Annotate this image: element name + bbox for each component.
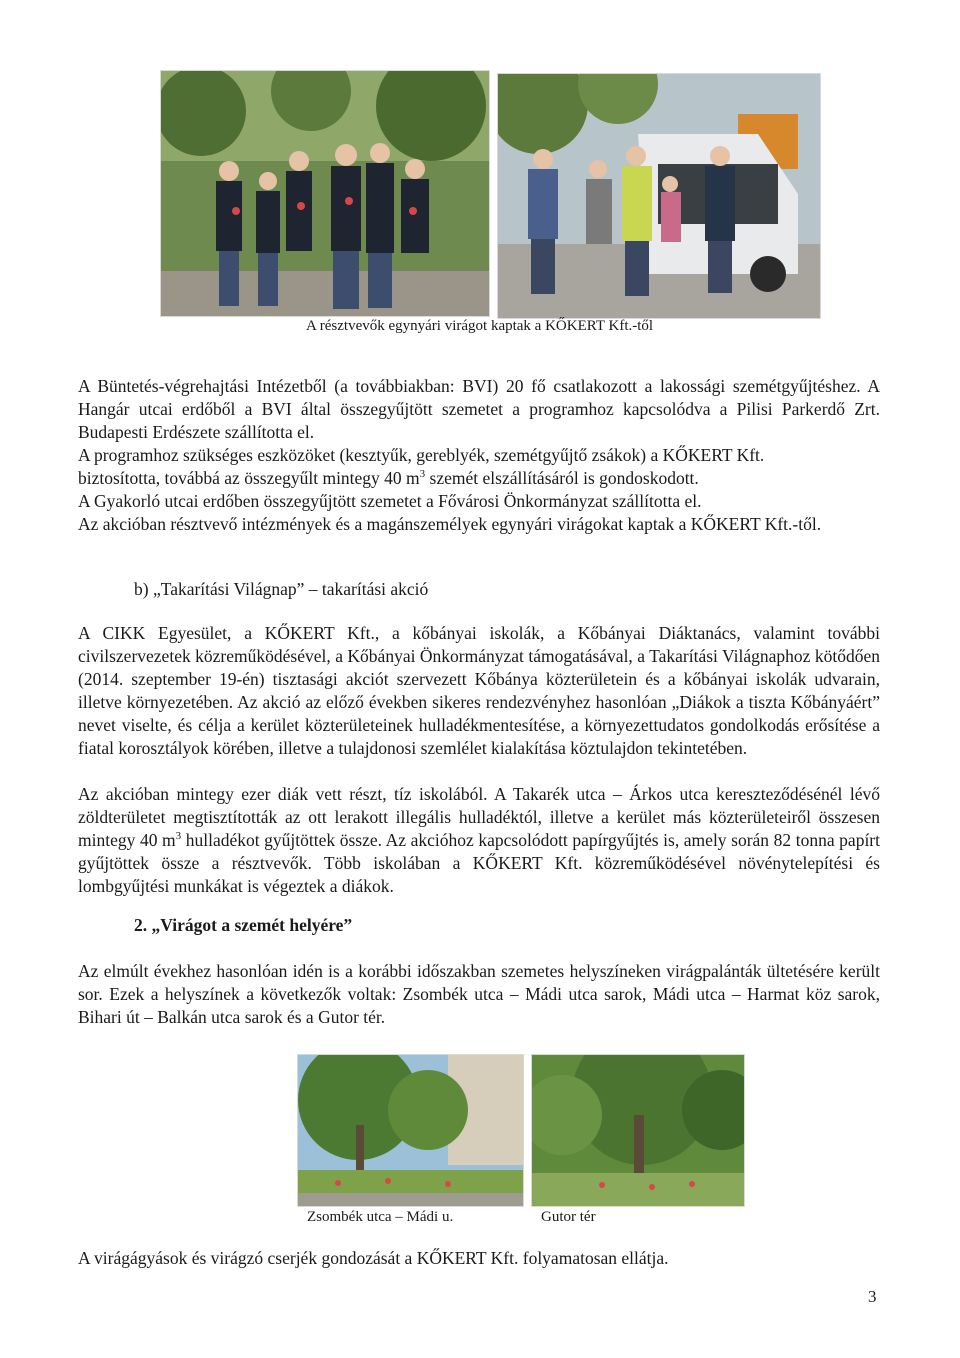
caption-gutor: Gutor tér — [541, 1209, 596, 1225]
photo-participants-car — [497, 73, 821, 319]
paragraph-virag: Az elmúlt évekhez hasonlóan idén is a korábbi időszakban szemetes helyszíneken virágpalánták ültetésére került sor. Ezek a helyszínek a következők voltak: Zsombék utca – Mádi utca sarok, Mádi utca – Harmat köz sarok, Bihari út – Balkán utca sarok és a Gutor tér. — [78, 961, 880, 1027]
paragraph-diak — [78, 783, 880, 898]
photo-participants-group — [160, 70, 490, 317]
paragraph-final: A virágágyások és virágzó cserjék gondozását a KŐKERT Kft. folyamatosan ellátja. — [78, 1248, 669, 1268]
photo-zsombek-street — [297, 1054, 524, 1207]
cubic-superscript-2: 3 — [175, 830, 182, 843]
tools-text-after: szemét elszállításáról is gondoskodott. — [425, 468, 699, 488]
paragraph-cikk: A CIKK Egyesület, a KŐKERT Kft., a kőbányai iskolák, a Kőbányai Diáktanács, valamint további civilszervezetek közreműködésével, a Kőbányai Önkormányzat támogatásával, a Takarítási Világnaphoz kötődően (2014. szeptember 19-én) tisztasági akciót szervezett Kőbánya közterületein és a kőbányai iskolák udvarain, illetve környezetében. Az akció az előző években sikeres rendezvényhez hasonlóan „Diákok a tiszta Kőbányáért” nevet viselte, és célja a kerület közterületeinek hulladékmentesítése, a környezettudatos gondolkodás erősítése a fiatal korosztályok körében, illetve a tulajdonosi szemlélet kialakítása köztulajdon tekintetében. — [78, 623, 880, 758]
section-b-title: b) „Takarítási Világnap” – takarítási akció — [134, 579, 429, 599]
diak-text-before: Az akcióban mintegy ezer diák vett részt, tíz iskolából. A Takarék utca – Árkos utca kereszteződésénél lévő zöldterületet megtisztították az ott lerakott illegális hulladéktól, illetve a kerület más közterületeiről összesen mintegy 40 m — [78, 784, 880, 850]
tools-text-before: biztosította, továbbá az összegyűlt mintegy 40 m — [78, 468, 420, 488]
top-photos-caption: A résztvevők egynyári virágot kaptak a KŐKERT Kft.-től — [306, 318, 654, 334]
photo-gutor-square — [531, 1054, 745, 1207]
paragraph-bvi: A Büntetés-végrehajtási Intézetből (a továbbiakban: BVI) 20 fő csatlakozott a lakossági szemétgyűjtéshez. A Hangár utcai erdőből a BVI által összegyűjtött szemetet a programhoz kapcsolódva a Pilisi Parkerdő Zrt. Budapesti Erdészete szállította el. — [78, 376, 880, 442]
diak-text-after: hulladékot gyűjtöttek össze. Az akcióhoz kapcsolódott papírgyűjtés is, amely során 82 tonna papírt gyűjtöttek össze a résztvevők. Több iskolában a KŐKERT Kft. közreműködésével növénytelepítési és lombgyűjtési munkákat is végeztek a diákok. — [78, 830, 880, 896]
cubic-superscript: 3 — [419, 468, 426, 481]
paragraph-flowers: Az akcióban résztvevő intézmények és a magánszemélyek egynyári virágokat kaptak a KŐKERT Kft.-től. — [78, 514, 822, 534]
paragraph-gyakorlo: A Gyakorló utcai erdőben összegyűjtött szemetet a Fővárosi Önkormányzat szállította el. — [78, 491, 702, 511]
paragraph-tools-line1: A programhoz szükséges eszközöket (kesztyűk, gereblyék, szemétgyűjtő zsákok) a KŐKERT Kft. — [78, 445, 765, 465]
caption-zsombek: Zsombék utca – Mádi u. — [307, 1209, 454, 1225]
section-2-title: 2. „Virágot a szemét helyére” — [134, 915, 353, 935]
paragraph-tools-line2 — [78, 467, 880, 490]
page-number: 3 — [868, 1287, 877, 1306]
